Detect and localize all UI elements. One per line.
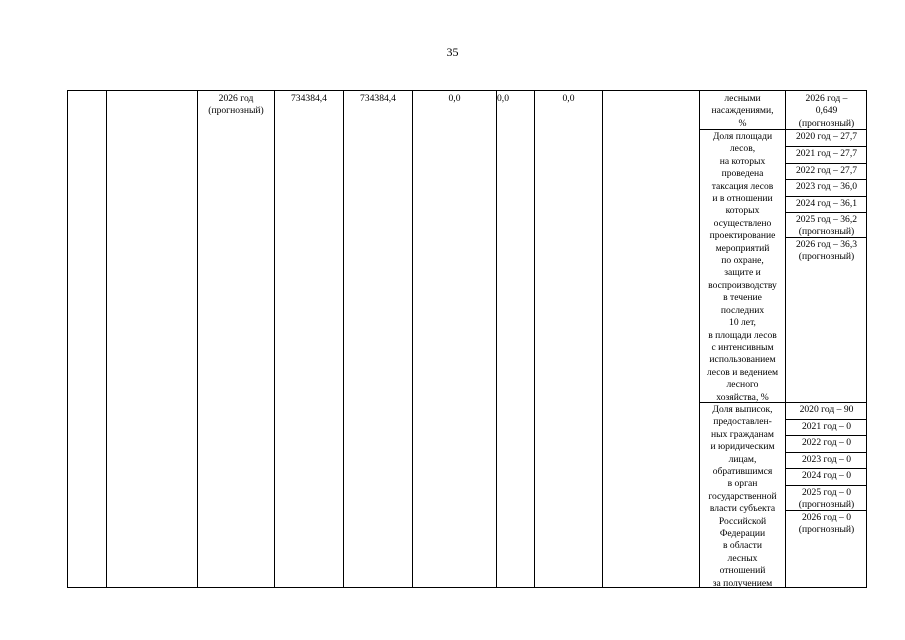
year-cell: 2026 год (прогнозный) [208,93,264,117]
indicator-value: 2023 год – 0 [801,454,852,465]
row-divider [785,163,867,164]
column-divider [106,91,107,587]
indicator-value: 2020 год – 27,7 [795,131,858,142]
indicator-value: 2022 год – 0 [801,437,852,448]
row-divider [785,196,867,197]
row-divider [785,468,867,469]
indicator-value: 2023 год – 36,0 [795,181,858,192]
indicator-value: 2026 год – 36,3 (прогнозный) [795,239,858,263]
indicator-value: 2021 год – 27,7 [795,148,858,159]
row-divider [785,179,867,180]
row-divider [785,212,867,213]
column-divider [197,91,198,587]
column-divider [602,91,603,587]
column-divider [412,91,413,587]
row-divider [785,435,867,436]
row-divider [785,485,867,486]
indicator-value: 2022 год – 27,7 [795,165,858,176]
indicator-name: Доля площади лесов, на которых проведена таксация лесов и в отношении которых осуществлено проектирование мероприятий по охране, защите и воспроизводству в течение последних 10 лет, в площади лесов с интенсивным использованием лесов и ведением лесного хозяйства, % [706,131,779,403]
column-divider [496,91,497,587]
column-divider [534,91,535,587]
indicator-value: 2026 год – 0 (прогнозный) [798,512,855,536]
column-divider [343,91,344,587]
funding-local-cell: 0,0 [497,93,509,104]
indicator-value: 2020 год – 90 [799,404,854,415]
indicator-value: 2025 год – 0 (прогнозный) [798,487,855,511]
program-table [67,90,867,588]
indicator-value: 2024 год – 36,1 [795,198,858,209]
indicator-value: 2026 год – 0,649 (прогнозный) [798,93,855,129]
funding-regional-cell: 734384,4 [360,93,396,104]
row-divider [785,146,867,147]
funding-federal-cell: 0,0 [448,93,461,104]
funding-total-cell: 734384,4 [291,93,327,104]
funding-other-cell: 0,0 [562,93,575,104]
indicator-name: Доля выписок, предоставлен- ных гражданам и юридическим лицам, обратившимся в орган государственной власти субъекта Российской Федерации в области лесных отношений за получением [708,404,777,589]
column-divider [274,91,275,587]
indicator-value: 2021 год – 0 [801,421,852,432]
row-divider [785,452,867,453]
page-number: 35 [446,45,459,59]
indicator-value: 2024 год – 0 [801,470,852,481]
row-divider [785,419,867,420]
indicator-name: лесными насаждениями, % [711,93,774,129]
indicator-value: 2025 год – 36,2 (прогнозный) [795,214,858,238]
